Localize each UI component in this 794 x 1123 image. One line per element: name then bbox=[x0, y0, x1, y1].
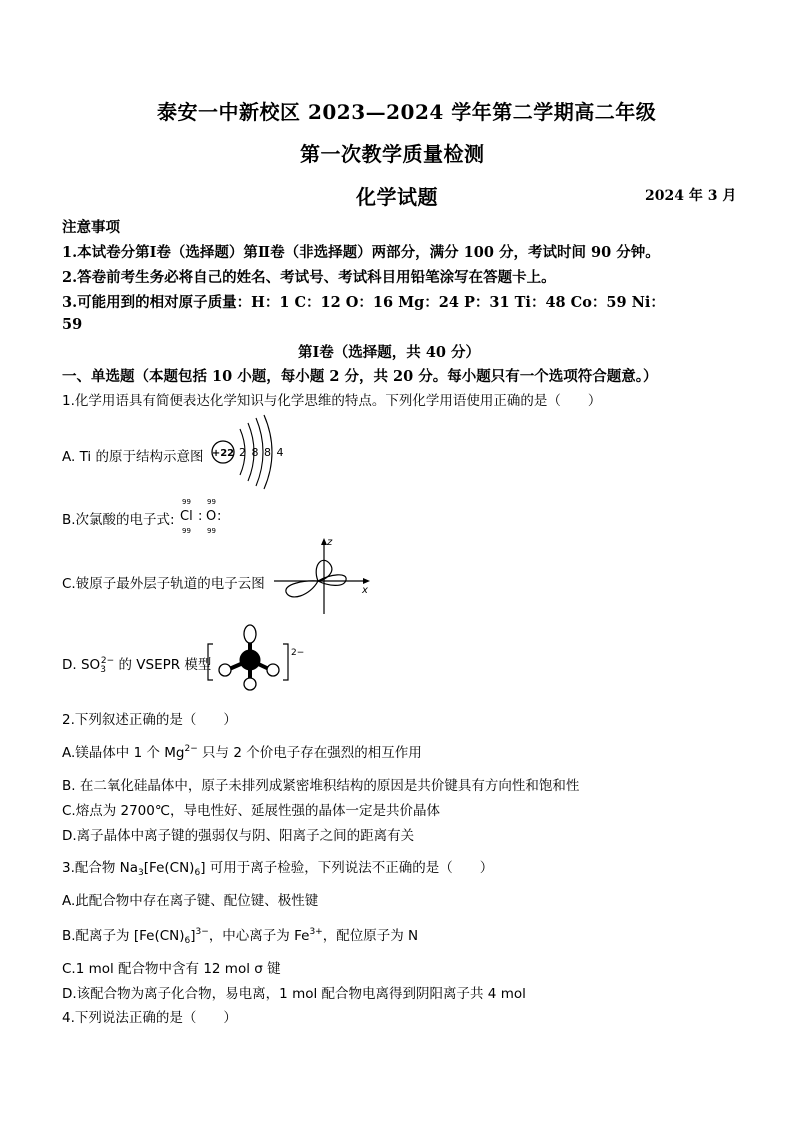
question-1-stem: 1.化学用语具有简便表达化学知识与化学思维的特点。下列化学用语使用正确的是（ ） bbox=[62, 393, 602, 409]
svg-text:99: 99 bbox=[182, 498, 191, 506]
ti-nucleus-label: +22 bbox=[211, 448, 235, 459]
p-orbital-electron-cloud-diagram bbox=[274, 536, 374, 616]
question-3-stem: 3.配合物 $Na_3[Fe(CN)_6]$ 可用于离子检验，下列说法不正确的是（ ） bbox=[62, 860, 494, 878]
q3-option-c: C.1 mol 配合物中含有 12 mol σ 键 bbox=[62, 961, 281, 977]
q1-option-a: A. Ti 的原于结构示意图 bbox=[62, 449, 204, 465]
q3-option-a: A.此配合物中存在离子键、配位键、极性键 bbox=[62, 893, 319, 909]
notes-item-3-cont: 59 bbox=[62, 316, 83, 333]
notes-item-1: 1.本试卷分第Ⅰ卷（选择题）第Ⅱ卷（非选择题）两部分，满分 100 分，考试时间 90 分钟。 bbox=[62, 244, 660, 261]
exam-title-line2: 第一次教学质量检测 bbox=[300, 142, 485, 166]
exam-date: 2024 年 3 月 bbox=[645, 188, 737, 204]
chlorine-symbol: Cl bbox=[180, 509, 193, 524]
svg-text::: : bbox=[217, 509, 222, 524]
subject-title: 化学试题 bbox=[356, 185, 438, 209]
vsepr-charge: 2− bbox=[291, 648, 305, 658]
q2-option-d: D.离子晶体中离子键的强弱仅与阴、阳离子之间的距离有关 bbox=[62, 828, 415, 844]
question-4-stem: 4.下列说法正确的是（ ） bbox=[62, 1010, 237, 1026]
svg-text::: : bbox=[198, 509, 203, 524]
svg-text:99: 99 bbox=[207, 498, 216, 506]
q1-option-c: C.铍原子最外层子轨道的电子云图 bbox=[62, 576, 265, 592]
q1-option-d: D. $SO_3^{2-}$ 的 VSEPR 模型 bbox=[62, 656, 212, 675]
notes-item-2: 2.答卷前考生务必将自己的姓名、考试号、考试科目用铅笔涂写在答题卡上。 bbox=[62, 269, 556, 286]
svg-text:99: 99 bbox=[207, 527, 216, 535]
axis-x-label: x bbox=[362, 585, 368, 596]
oxygen-symbol: O bbox=[206, 509, 217, 524]
q1-option-b: B.次氯酸的电子式: bbox=[62, 512, 175, 528]
ti-atomic-structure-diagram bbox=[210, 415, 290, 490]
so3-vsepr-model-diagram bbox=[205, 622, 315, 694]
question-2-stem: 2.下列叙述正确的是（ ） bbox=[62, 712, 237, 728]
q2-option-a: A.镁晶体中 1 个 $Mg^{2-}$ 只与 2 个价电子存在强烈的相互作用 bbox=[62, 744, 422, 761]
hclo-electron-formula bbox=[180, 497, 230, 535]
q2-option-c: C.熔点为 2700℃，导电性好、延展性强的晶体一定是共价晶体 bbox=[62, 803, 441, 819]
ti-shell-electrons: 2 8 8 4 bbox=[239, 446, 285, 459]
q3-option-d: D.该配合物为离子化合物，易电离，1 mol 配合物电离得到阴阳离子共 4 mol bbox=[62, 986, 526, 1002]
svg-text:99: 99 bbox=[182, 527, 191, 535]
q2-option-b: B. 在二氧化硅晶体中，原子未排列成紧密堆积结构的原因是共价键具有方向性和饱和性 bbox=[62, 778, 580, 794]
notes-item-3: 3.可能用到的相对原子质量：H：1 C：12 O：16 Mg：24 P：31 Ti：48 Co：59 Ni： bbox=[62, 294, 665, 311]
exam-title-line1: 泰安一中新校区 2023—2024 学年第二学期高二年级 bbox=[157, 100, 657, 124]
q3-option-b: B.配离子为 $[Fe(CN)_6]^{3-}$，中心离子为 $Fe^{3+}$，配位原子为 N bbox=[62, 927, 419, 946]
part-heading: 一、单选题（本题包括 10 小题，每小题 2 分，共 20 分。每小题只有一个选项符合题意。） bbox=[62, 368, 658, 385]
notes-heading: 注意事项 bbox=[62, 219, 120, 236]
section-heading: 第Ⅰ卷（选择题，共 40 分） bbox=[298, 344, 481, 361]
axis-z-label: z bbox=[327, 537, 333, 548]
